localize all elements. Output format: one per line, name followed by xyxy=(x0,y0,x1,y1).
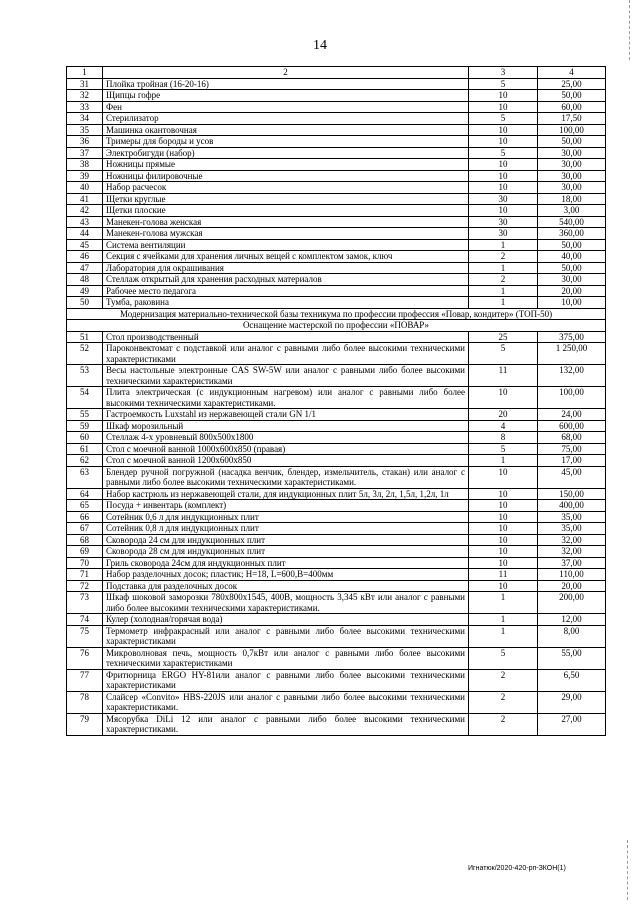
item-quantity: 8 xyxy=(469,432,538,444)
row-number: 75 xyxy=(67,625,103,647)
row-number: 50 xyxy=(67,297,103,309)
item-quantity: 2 xyxy=(469,691,538,713)
table-row xyxy=(67,569,606,581)
item-quantity: 10 xyxy=(469,511,538,523)
item-name: Набор кастрюль из нержавеющей стали, для индукционных плит 5л, 3л, 2л, 1,5л, 1,2л, 1л xyxy=(103,488,469,500)
row-number: 41 xyxy=(67,193,103,205)
section-title: Оснащение мастерской по профессии «ПОВАР» xyxy=(67,320,606,332)
item-name: Весы настольные электронные CAS SW-5W или аналог с равными либо более высокими техническими характеристиками xyxy=(103,365,469,387)
item-price: 6,50 xyxy=(538,669,606,691)
item-quantity: 1 xyxy=(469,625,538,647)
row-number: 60 xyxy=(67,432,103,444)
table-row xyxy=(67,101,606,113)
item-name: Стол с моечной ванной 1000х600х850 (правая) xyxy=(103,443,469,455)
scan-edge-mark xyxy=(626,840,628,900)
column-header: 3 xyxy=(469,67,538,79)
table-row xyxy=(67,420,606,432)
column-header: 1 xyxy=(67,67,103,79)
row-number: 79 xyxy=(67,713,103,735)
item-name: Кулер (холодная/горячая вода) xyxy=(103,614,469,626)
table-row xyxy=(67,546,606,558)
item-name: Электробигуди (набор) xyxy=(103,147,469,159)
table-row xyxy=(67,580,606,592)
row-number: 47 xyxy=(67,262,103,274)
table-row xyxy=(67,523,606,535)
table-row xyxy=(67,557,606,569)
row-number: 32 xyxy=(67,90,103,102)
item-price: 400,00 xyxy=(538,500,606,512)
item-quantity: 1 xyxy=(469,239,538,251)
column-header: 4 xyxy=(538,67,606,79)
row-number: 45 xyxy=(67,239,103,251)
table-row xyxy=(67,614,606,626)
item-name: Ножницы филировочные xyxy=(103,170,469,182)
row-number: 42 xyxy=(67,205,103,217)
item-price: 27,00 xyxy=(538,713,606,735)
item-name: Шкаф шоковой заморозки 780х800х1545, 400В, мощность 3,345 кВт или аналог с равными либо более высокими техническими характеристиками. xyxy=(103,592,469,614)
row-number: 51 xyxy=(67,331,103,343)
item-price: 17,50 xyxy=(538,113,606,125)
table-row xyxy=(67,170,606,182)
table-row xyxy=(67,193,606,205)
row-number: 61 xyxy=(67,443,103,455)
equipment-table xyxy=(66,66,606,736)
table-row xyxy=(67,488,606,500)
item-name: Слайсер «Convito» HBS-220JS или аналог с равными либо более высокими техническими характеристиками. xyxy=(103,691,469,713)
item-quantity: 10 xyxy=(469,387,538,409)
item-quantity: 5 xyxy=(469,113,538,125)
item-name: Стеллаж открытый для хранения расходных материалов xyxy=(103,274,469,286)
item-price: 68,00 xyxy=(538,432,606,444)
item-quantity: 5 xyxy=(469,147,538,159)
item-name: Гриль сковорода 24см для индукционных плит xyxy=(103,557,469,569)
item-price: 37,00 xyxy=(538,557,606,569)
item-name: Щетки круглые xyxy=(103,193,469,205)
row-number: 52 xyxy=(67,343,103,365)
item-name: Мясорубка DiLi 12 или аналог с равными либо более высокими техническими характеристиками. xyxy=(103,713,469,735)
item-name: Стол с моечной ванной 1200х600х850 xyxy=(103,455,469,467)
item-price: 30,00 xyxy=(538,170,606,182)
row-number: 64 xyxy=(67,488,103,500)
row-number: 77 xyxy=(67,669,103,691)
item-quantity: 10 xyxy=(469,90,538,102)
item-quantity: 5 xyxy=(469,443,538,455)
table-row xyxy=(67,78,606,90)
row-number: 76 xyxy=(67,647,103,669)
item-quantity: 10 xyxy=(469,182,538,194)
document-footer: Игнатюк/2020-420-рп-ЗКОН(1) xyxy=(468,865,566,872)
row-number: 46 xyxy=(67,251,103,263)
table-row xyxy=(67,113,606,125)
table-row xyxy=(67,274,606,286)
item-quantity: 2 xyxy=(469,713,538,735)
item-price: 24,00 xyxy=(538,409,606,421)
item-name: Фритюрница ERGO HY-81или аналог с равными либо более высокими техническими характеристиками xyxy=(103,669,469,691)
row-number: 36 xyxy=(67,136,103,148)
row-number: 78 xyxy=(67,691,103,713)
table-row xyxy=(67,182,606,194)
item-quantity: 30 xyxy=(469,228,538,240)
table-row xyxy=(67,124,606,136)
row-number: 39 xyxy=(67,170,103,182)
table-row xyxy=(67,466,606,488)
table-row xyxy=(67,409,606,421)
item-price: 8,00 xyxy=(538,625,606,647)
table-row xyxy=(67,228,606,240)
item-quantity: 10 xyxy=(469,136,538,148)
item-price: 50,00 xyxy=(538,90,606,102)
table-row xyxy=(67,534,606,546)
item-quantity: 11 xyxy=(469,365,538,387)
item-quantity: 10 xyxy=(469,534,538,546)
row-number: 71 xyxy=(67,569,103,581)
table-row xyxy=(67,647,606,669)
item-price: 32,00 xyxy=(538,546,606,558)
item-quantity: 2 xyxy=(469,274,538,286)
item-price: 1 250,00 xyxy=(538,343,606,365)
table-row xyxy=(67,592,606,614)
item-quantity: 4 xyxy=(469,420,538,432)
item-name: Стеллаж 4-х уровневый 800х500х1800 xyxy=(103,432,469,444)
item-price: 30,00 xyxy=(538,147,606,159)
table-row xyxy=(67,625,606,647)
item-price: 150,00 xyxy=(538,488,606,500)
item-price: 60,00 xyxy=(538,101,606,113)
item-name: Система вентиляции xyxy=(103,239,469,251)
table-row xyxy=(67,443,606,455)
row-number: 70 xyxy=(67,557,103,569)
item-name: Посуда + инвентарь (комплект) xyxy=(103,500,469,512)
item-price: 10,00 xyxy=(538,297,606,309)
item-name: Гастроемкость Luxstahl из нержавеющей стали GN 1/1 xyxy=(103,409,469,421)
item-name: Щипцы гофре xyxy=(103,90,469,102)
item-quantity: 10 xyxy=(469,500,538,512)
table-row xyxy=(67,205,606,217)
table-row xyxy=(67,136,606,148)
row-number: 40 xyxy=(67,182,103,194)
item-name: Подставка для разделочных досок xyxy=(103,580,469,592)
item-name: Лаборатория для окрашивания xyxy=(103,262,469,274)
item-price: 35,00 xyxy=(538,511,606,523)
table-row xyxy=(67,297,606,309)
item-quantity: 10 xyxy=(469,466,538,488)
item-price: 100,00 xyxy=(538,387,606,409)
table-row xyxy=(67,500,606,512)
item-price: 30,00 xyxy=(538,182,606,194)
item-quantity: 10 xyxy=(469,488,538,500)
item-quantity: 30 xyxy=(469,216,538,228)
item-name: Набор расчесок xyxy=(103,182,469,194)
row-number: 43 xyxy=(67,216,103,228)
item-quantity: 1 xyxy=(469,592,538,614)
item-price: 110,00 xyxy=(538,569,606,581)
item-price: 100,00 xyxy=(538,124,606,136)
row-number: 59 xyxy=(67,420,103,432)
item-name: Манекен-голова мужская xyxy=(103,228,469,240)
table-row xyxy=(67,713,606,735)
table-row xyxy=(67,239,606,251)
item-price: 17,00 xyxy=(538,455,606,467)
row-number: 72 xyxy=(67,580,103,592)
row-number: 69 xyxy=(67,546,103,558)
item-quantity: 1 xyxy=(469,262,538,274)
row-number: 73 xyxy=(67,592,103,614)
table-row xyxy=(67,691,606,713)
item-price: 30,00 xyxy=(538,159,606,171)
table-row xyxy=(67,90,606,102)
table-row xyxy=(67,159,606,171)
table-row xyxy=(67,285,606,297)
row-number: 35 xyxy=(67,124,103,136)
item-name: Секция с ячейками для хранения личных вещей с комплектом замок, ключ xyxy=(103,251,469,263)
item-quantity: 10 xyxy=(469,557,538,569)
row-number: 65 xyxy=(67,500,103,512)
item-name: Термометр инфракрасный или аналог с равными либо более высокими техническими характеристиками xyxy=(103,625,469,647)
item-quantity: 10 xyxy=(469,124,538,136)
item-quantity: 10 xyxy=(469,205,538,217)
table-header-row xyxy=(67,67,606,79)
table-row xyxy=(67,511,606,523)
row-number: 48 xyxy=(67,274,103,286)
item-name: Щетки плоские xyxy=(103,205,469,217)
item-name: Рабочее место педагога xyxy=(103,285,469,297)
item-price: 35,00 xyxy=(538,523,606,535)
item-name: Сковорода 24 см для индукционных плит xyxy=(103,534,469,546)
item-price: 360,00 xyxy=(538,228,606,240)
item-name: Блендер ручной погружной (насадка венчик, блендер, измельчитель, стакан) или аналог с равными либо более высокими техническими характеристиками. xyxy=(103,466,469,488)
item-quantity: 2 xyxy=(469,669,538,691)
item-price: 45,00 xyxy=(538,466,606,488)
row-number: 49 xyxy=(67,285,103,297)
item-name: Плита электрическая (с индукционным нагревом) или аналог с равными либо более высокими техническими характеристиками. xyxy=(103,387,469,409)
item-price: 50,00 xyxy=(538,262,606,274)
item-quantity: 10 xyxy=(469,101,538,113)
item-quantity: 25 xyxy=(469,331,538,343)
table-row xyxy=(67,343,606,365)
item-price: 32,00 xyxy=(538,534,606,546)
item-price: 18,00 xyxy=(538,193,606,205)
item-price: 540,00 xyxy=(538,216,606,228)
item-price: 29,00 xyxy=(538,691,606,713)
row-number: 54 xyxy=(67,387,103,409)
item-price: 375,00 xyxy=(538,331,606,343)
item-name: Плойка тройная (16-20-16) xyxy=(103,78,469,90)
item-price: 40,00 xyxy=(538,251,606,263)
item-quantity: 1 xyxy=(469,285,538,297)
item-price: 30,00 xyxy=(538,274,606,286)
page-number: 14 xyxy=(313,38,327,53)
item-quantity: 20 xyxy=(469,409,538,421)
item-price: 600,00 xyxy=(538,420,606,432)
item-name: Тумба, раковина xyxy=(103,297,469,309)
item-name: Фен xyxy=(103,101,469,113)
item-name: Стол производственный xyxy=(103,331,469,343)
item-price: 20,00 xyxy=(538,285,606,297)
column-header: 2 xyxy=(103,67,469,79)
item-quantity: 10 xyxy=(469,159,538,171)
table-row xyxy=(67,387,606,409)
item-price: 12,00 xyxy=(538,614,606,626)
item-price: 200,00 xyxy=(538,592,606,614)
row-number: 31 xyxy=(67,78,103,90)
item-name: Стерилизатор xyxy=(103,113,469,125)
item-quantity: 1 xyxy=(469,455,538,467)
item-price: 55,00 xyxy=(538,647,606,669)
item-name: Сотейник 0,6 л для индукционных плит xyxy=(103,511,469,523)
table-row xyxy=(67,262,606,274)
item-quantity: 10 xyxy=(469,523,538,535)
item-quantity: 5 xyxy=(469,343,538,365)
item-name: Микроволновая печь, мощность 0,7кВт или аналог с равными либо более высокими техническими характеристиками xyxy=(103,647,469,669)
item-price: 25,00 xyxy=(538,78,606,90)
item-quantity: 5 xyxy=(469,78,538,90)
table-row xyxy=(67,669,606,691)
row-number: 34 xyxy=(67,113,103,125)
item-name: Ножницы прямые xyxy=(103,159,469,171)
item-name: Набор разделочных досок; пластик; H=18, L=600,B=400мм xyxy=(103,569,469,581)
section-row xyxy=(67,308,606,320)
row-number: 62 xyxy=(67,455,103,467)
item-name: Машинка окантовочная xyxy=(103,124,469,136)
row-number: 38 xyxy=(67,159,103,171)
item-price: 50,00 xyxy=(538,136,606,148)
item-quantity: 10 xyxy=(469,170,538,182)
item-name: Тримеры для бороды и усов xyxy=(103,136,469,148)
item-price: 50,00 xyxy=(538,239,606,251)
row-number: 44 xyxy=(67,228,103,240)
item-quantity: 10 xyxy=(469,580,538,592)
table-row xyxy=(67,455,606,467)
table-row xyxy=(67,251,606,263)
item-name: Сковорода 28 см для индукционных плит xyxy=(103,546,469,558)
item-name: Пароконвектомат с подставкой или аналог с равными либо более высокими техническими характеристиками xyxy=(103,343,469,365)
table-row xyxy=(67,365,606,387)
row-number: 53 xyxy=(67,365,103,387)
row-number: 63 xyxy=(67,466,103,488)
item-quantity: 10 xyxy=(469,546,538,558)
table-row xyxy=(67,216,606,228)
item-quantity: 5 xyxy=(469,647,538,669)
item-quantity: 1 xyxy=(469,297,538,309)
item-name: Манекен-голова женская xyxy=(103,216,469,228)
item-quantity: 1 xyxy=(469,614,538,626)
row-number: 68 xyxy=(67,534,103,546)
table-row xyxy=(67,147,606,159)
section-row xyxy=(67,320,606,332)
row-number: 66 xyxy=(67,511,103,523)
row-number: 37 xyxy=(67,147,103,159)
item-name: Шкаф морозильный xyxy=(103,420,469,432)
item-quantity: 2 xyxy=(469,251,538,263)
row-number: 67 xyxy=(67,523,103,535)
row-number: 55 xyxy=(67,409,103,421)
item-quantity: 11 xyxy=(469,569,538,581)
item-price: 20,00 xyxy=(538,580,606,592)
item-price: 3,00 xyxy=(538,205,606,217)
item-quantity: 30 xyxy=(469,193,538,205)
table-row xyxy=(67,432,606,444)
table-row xyxy=(67,331,606,343)
row-number: 74 xyxy=(67,614,103,626)
item-price: 75,00 xyxy=(538,443,606,455)
item-name: Сотейник 0,8 л для индукционных плит xyxy=(103,523,469,535)
section-title: Модернизация материально-технической базы техникума по профессии профессия «Повар, кондитер» (ТОП-50) xyxy=(67,308,606,320)
row-number: 33 xyxy=(67,101,103,113)
item-price: 132,00 xyxy=(538,365,606,387)
